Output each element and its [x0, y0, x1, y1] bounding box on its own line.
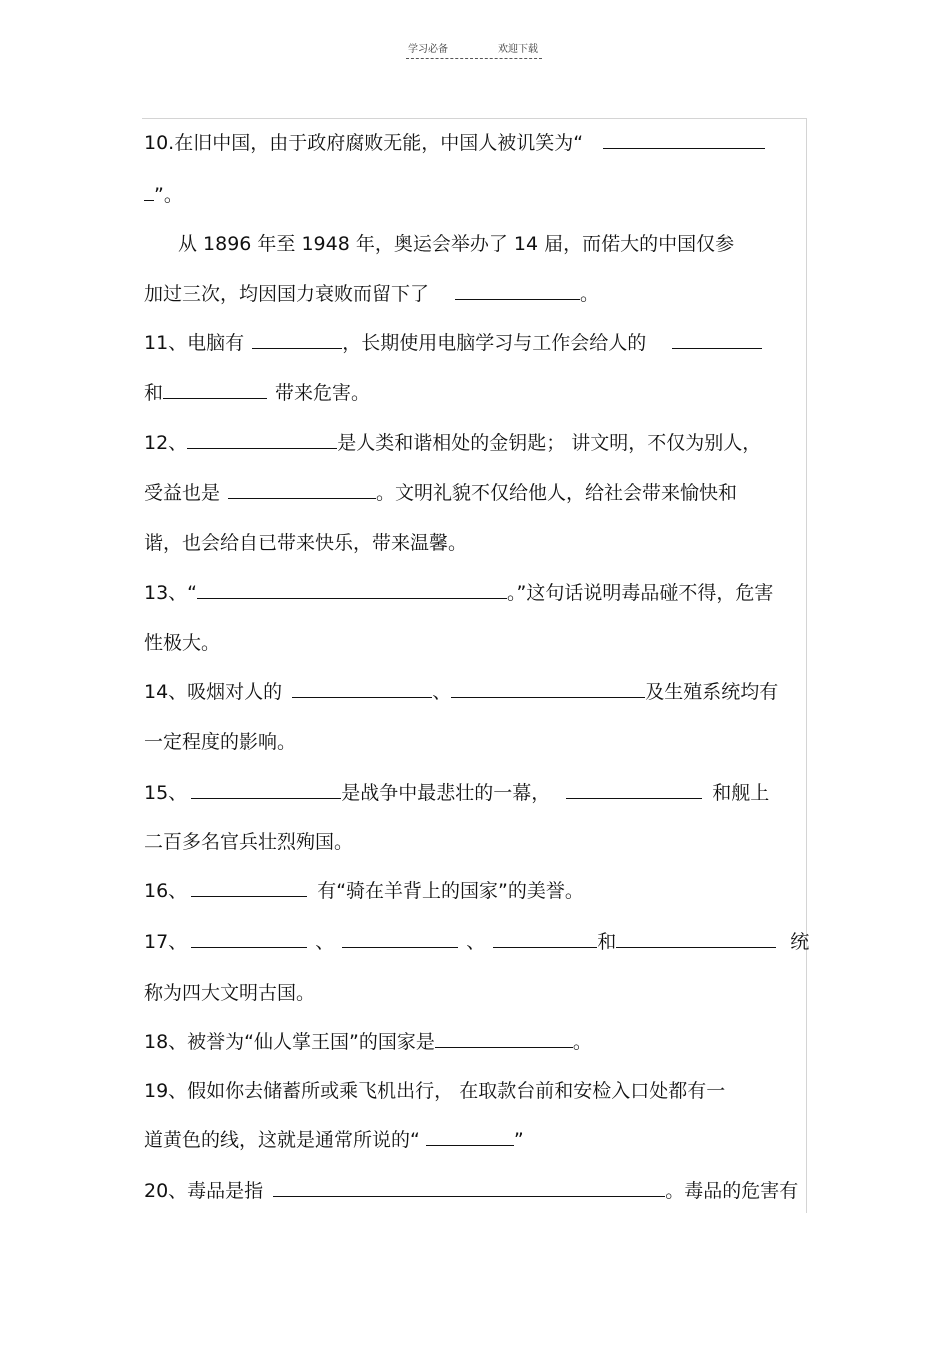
page-header	[406, 38, 542, 59]
q13-text-c: ”这句话说明毒品碰不得，危害	[516, 582, 774, 604]
q20-text-a: 20、毒品是指	[144, 1180, 264, 1202]
q19-text-c: ”	[513, 1129, 524, 1151]
q10-text-e: 。	[580, 283, 600, 305]
q14-text-d: 一定程度的影响。	[144, 731, 297, 753]
q13-text-a: 13、“	[144, 582, 198, 604]
q16-text-b: 有“骑在羊背上的国家”的美誉。	[317, 880, 584, 902]
q12-text-e: 谐，也会给自已带来快乐，带来温馨。	[144, 532, 468, 554]
q20-text-b: 。毒品的危害有	[665, 1180, 799, 1202]
q10-blank-1-cont[interactable]	[144, 180, 154, 201]
q15-text-d: 二百多名官兵壮烈殉国。	[144, 831, 354, 853]
q17-line-1	[144, 927, 809, 957]
q12-line-2	[144, 478, 737, 508]
q13-blank-1[interactable]	[197, 578, 507, 599]
q12-text-c: 受益也是	[144, 482, 221, 504]
q15-text-a: 15、	[144, 782, 188, 804]
q13-text-d: 性极大。	[144, 632, 221, 654]
q15-blank-1[interactable]	[191, 778, 341, 799]
q11-text-b: ，长期使用电脑学习与工作会给人的	[342, 332, 647, 354]
q11-line-1	[144, 328, 762, 358]
q17-text-d: 和	[597, 931, 617, 953]
q10-text-a: 10.在旧中国，由于政府腐败无能，中国人被讥笑为“	[144, 132, 584, 154]
header-left: 学习必备	[408, 44, 448, 55]
q19-line-1	[144, 1076, 725, 1106]
q12-text-b: 是人类和谐相处的金钥匙； 讲文明，不仅为别人，	[337, 432, 762, 454]
q19-text-b: 道黄色的线，这就是通常所说的“	[144, 1129, 420, 1151]
q12-line-3	[144, 528, 467, 558]
q17-blank-2[interactable]	[342, 927, 458, 948]
q18-blank-1[interactable]	[435, 1027, 573, 1048]
q15-line-2	[144, 827, 353, 857]
q15-line-1	[144, 778, 769, 808]
q17-blank-3[interactable]	[493, 927, 597, 948]
q10-blank-2[interactable]	[455, 279, 580, 300]
q17-line-2	[144, 978, 315, 1008]
q16-line-1	[144, 876, 584, 906]
q14-blank-2[interactable]	[451, 677, 645, 698]
q12-text-a: 12、	[144, 432, 188, 454]
q14-text-c: 及生殖系统均有	[645, 681, 779, 703]
q11-line-2	[144, 378, 370, 408]
q15-text-b: 是战争中最悲壮的一幕，	[341, 782, 551, 804]
q11-blank-3[interactable]	[163, 378, 267, 399]
q18-text-b: 。	[572, 1031, 592, 1053]
header-right: 欢迎下载	[498, 44, 538, 55]
q19-blank-1[interactable]	[426, 1125, 514, 1146]
q10-text-b: ”。	[154, 184, 183, 206]
q10-text-d: 加过三次，均因国力衰败而留下了	[144, 283, 430, 305]
q14-text-a: 14、吸烟对人的	[144, 681, 283, 703]
q10-line-3	[178, 229, 734, 259]
q19-line-2	[144, 1125, 524, 1155]
q16-blank-1[interactable]	[191, 876, 307, 897]
q14-line-2	[144, 727, 296, 757]
q18-line-1	[144, 1027, 592, 1057]
q17-blank-4[interactable]	[616, 927, 776, 948]
q11-text-c: 和	[144, 382, 164, 404]
q17-text-b: 、	[315, 931, 335, 953]
q17-text-f: 称为四大文明古国。	[144, 982, 316, 1004]
q11-blank-2[interactable]	[672, 328, 762, 349]
q12-text-d: 。文明礼貌不仅给他人，给社会带来愉快和	[376, 482, 738, 504]
q14-blank-1[interactable]	[292, 677, 432, 698]
q14-text-b: 、	[432, 681, 452, 703]
q15-blank-2[interactable]	[566, 778, 702, 799]
q17-text-c: 、	[466, 931, 486, 953]
q15-text-c: 和舰上	[712, 782, 770, 804]
q12-line-1	[144, 428, 761, 458]
q10-text-c: 从 1896 年至 1948 年，奥运会举办了 14 届，而偌大的中国仅参	[178, 233, 735, 255]
q11-text-a: 11、电脑有	[144, 332, 245, 354]
q12-blank-1[interactable]	[187, 428, 337, 449]
q19-text-a: 19、假如你去储蓄所或乘飞机出行， 在取款台前和安检入口处都有一	[144, 1080, 726, 1102]
q10-blank-1[interactable]	[603, 128, 765, 149]
q17-text-a: 17、	[144, 931, 188, 953]
q18-text-a: 18、被誉为“仙人掌王国”的国家是	[144, 1031, 435, 1053]
q13-line-2	[144, 628, 220, 658]
q20-line-1	[144, 1176, 798, 1206]
q11-blank-1[interactable]	[252, 328, 342, 349]
q10-line-2	[144, 180, 183, 210]
q10-line-1	[144, 128, 765, 158]
q14-line-1	[144, 677, 778, 707]
q10-line-4	[144, 279, 599, 309]
q20-blank-1[interactable]	[273, 1176, 665, 1197]
q16-text-a: 16、	[144, 880, 188, 902]
q17-blank-1[interactable]	[191, 927, 307, 948]
q12-blank-2[interactable]	[228, 478, 376, 499]
q11-text-d: 带来危害。	[275, 382, 371, 404]
q17-text-e: 统	[790, 931, 810, 953]
q13-line-1	[144, 578, 773, 608]
q13-text-b: 。	[507, 582, 517, 604]
